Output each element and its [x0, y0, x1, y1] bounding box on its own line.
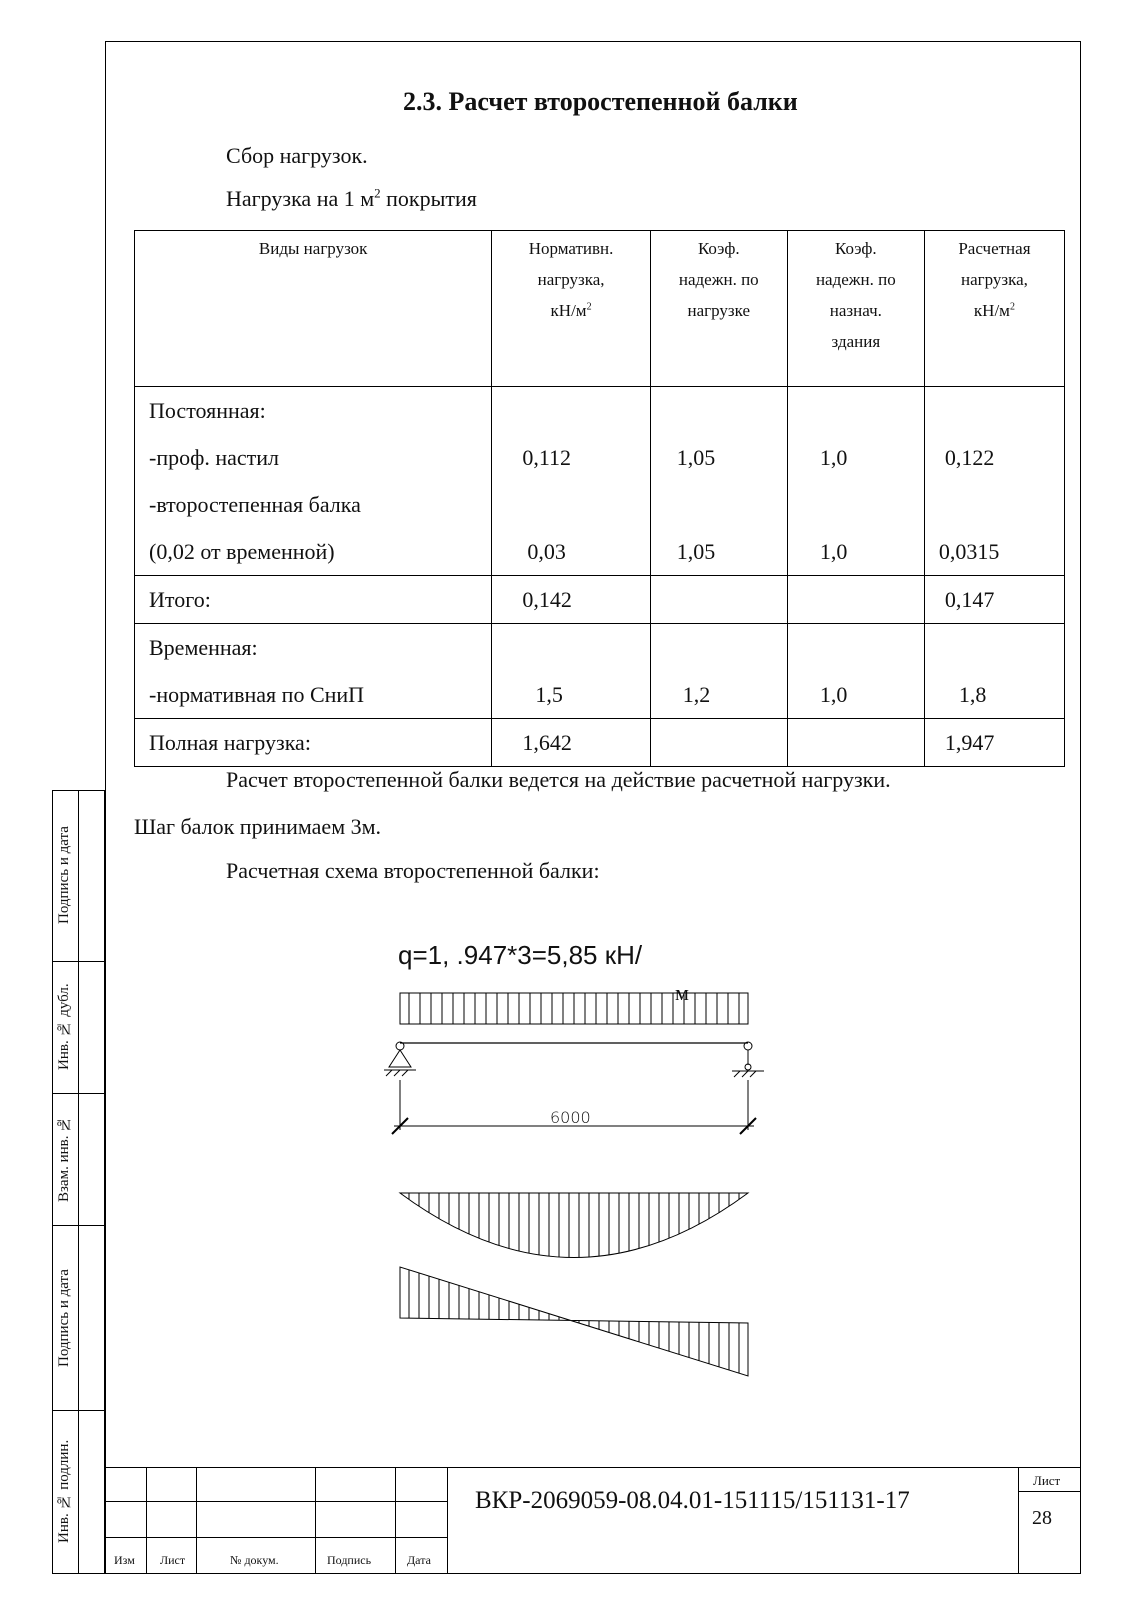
moment-diagram [400, 1193, 748, 1258]
side-label-original-inv: Инв. № подлин. [56, 1439, 72, 1543]
side-label-dup-inv: Инв. № дубл. [56, 983, 72, 1071]
permanent-design-load: 0,122 0,0315 [924, 387, 1064, 576]
header-purpose-factor: Коэф. надежн. по назнач. здания [787, 231, 924, 387]
table-row-full [135, 719, 1065, 767]
permanent-labels: Постоянная: -проф. настил -второстепенная балка (0,02 от временной) [135, 387, 492, 576]
beam-scheme-diagram [380, 930, 780, 1390]
permanent-purpose-factor: 1,0 1,0 [787, 387, 924, 576]
side-label-signature-date-2: Подпись и дата [56, 1269, 72, 1367]
total-label: Итого: [135, 576, 492, 624]
full-label: Полная нагрузка: [135, 719, 492, 767]
stamp-col-signature: Подпись [327, 1553, 372, 1567]
side-label-replace-inv: Взам. инв. № [56, 1115, 72, 1203]
full-design: 1,947 [924, 719, 1064, 767]
stamp-col-change: Изм [114, 1553, 135, 1567]
temporary-labels: Временная: -нормативная по СниП [135, 624, 492, 719]
paragraph-roof-load: Нагрузка на 1 $м^2$ покрытия [226, 185, 477, 211]
sheet-label: Лист [1033, 1473, 1061, 1488]
header-load-factor: Коэф. надежн. по нагрузке [650, 231, 787, 387]
total-design: 0,147 [924, 576, 1064, 624]
title-block [105, 1467, 1081, 1574]
permanent-load-factor: 1,05 1,05 [650, 387, 787, 576]
table-row-permanent [135, 387, 1065, 576]
stamp-col-doc: № докум. [230, 1553, 279, 1567]
temporary-purpose-factor: 1,0 [787, 624, 924, 719]
load-unit: м [675, 980, 689, 1005]
section-heading: 2.3. Расчет второстепенной балки [403, 87, 798, 116]
left-support [384, 1042, 416, 1076]
document-code: ВКР-2069059-08.04.01-151115/151131-17 [475, 1487, 910, 1514]
span-dimension: 6000 [550, 1108, 591, 1127]
side-label-signature-date: Подпись и дата [56, 826, 72, 924]
right-support [732, 1042, 764, 1077]
temporary-normative: 1,5 [492, 624, 650, 719]
table-header-row [135, 231, 1065, 387]
table-row-total [135, 576, 1065, 624]
table-row-temporary [135, 624, 1065, 719]
header-load-types: Виды нагрузок [135, 231, 492, 387]
permanent-normative: 0,112 0,03 [492, 387, 650, 576]
load-hatching [409, 993, 739, 1024]
paragraph-calculation-line1: Расчет второстепенной балки ведется на действие расчетной нагрузки. [226, 767, 891, 792]
load-label: q=1, .947*3=5,85 кН/ [398, 940, 643, 970]
paragraph-load-collection: Сбор нагрузок. [226, 143, 368, 168]
stamp-col-date: Дата [407, 1553, 431, 1567]
stamp-col-sheet: Лист [160, 1553, 186, 1567]
moment-hatching [409, 1193, 739, 1257]
header-normative-load: Нормативн. нагрузка, $кН/м^2$ [492, 231, 650, 387]
paragraph-scheme: Расчетная схема второстепенной балки: [226, 858, 600, 883]
sheet-number: 28 [1032, 1507, 1052, 1529]
paragraph-calculation-line2: Шаг балок принимаем 3м. [134, 814, 382, 839]
temporary-design-load: 1,8 [924, 624, 1064, 719]
header-design-load: Расчетная нагрузка, $кН/м^2$ [924, 231, 1064, 387]
full-normative: 1,642 [492, 719, 650, 767]
temporary-load-factor: 1,2 [650, 624, 787, 719]
total-normative: 0,142 [492, 576, 650, 624]
shear-diagram [400, 1267, 748, 1376]
loads-table [134, 230, 1065, 767]
